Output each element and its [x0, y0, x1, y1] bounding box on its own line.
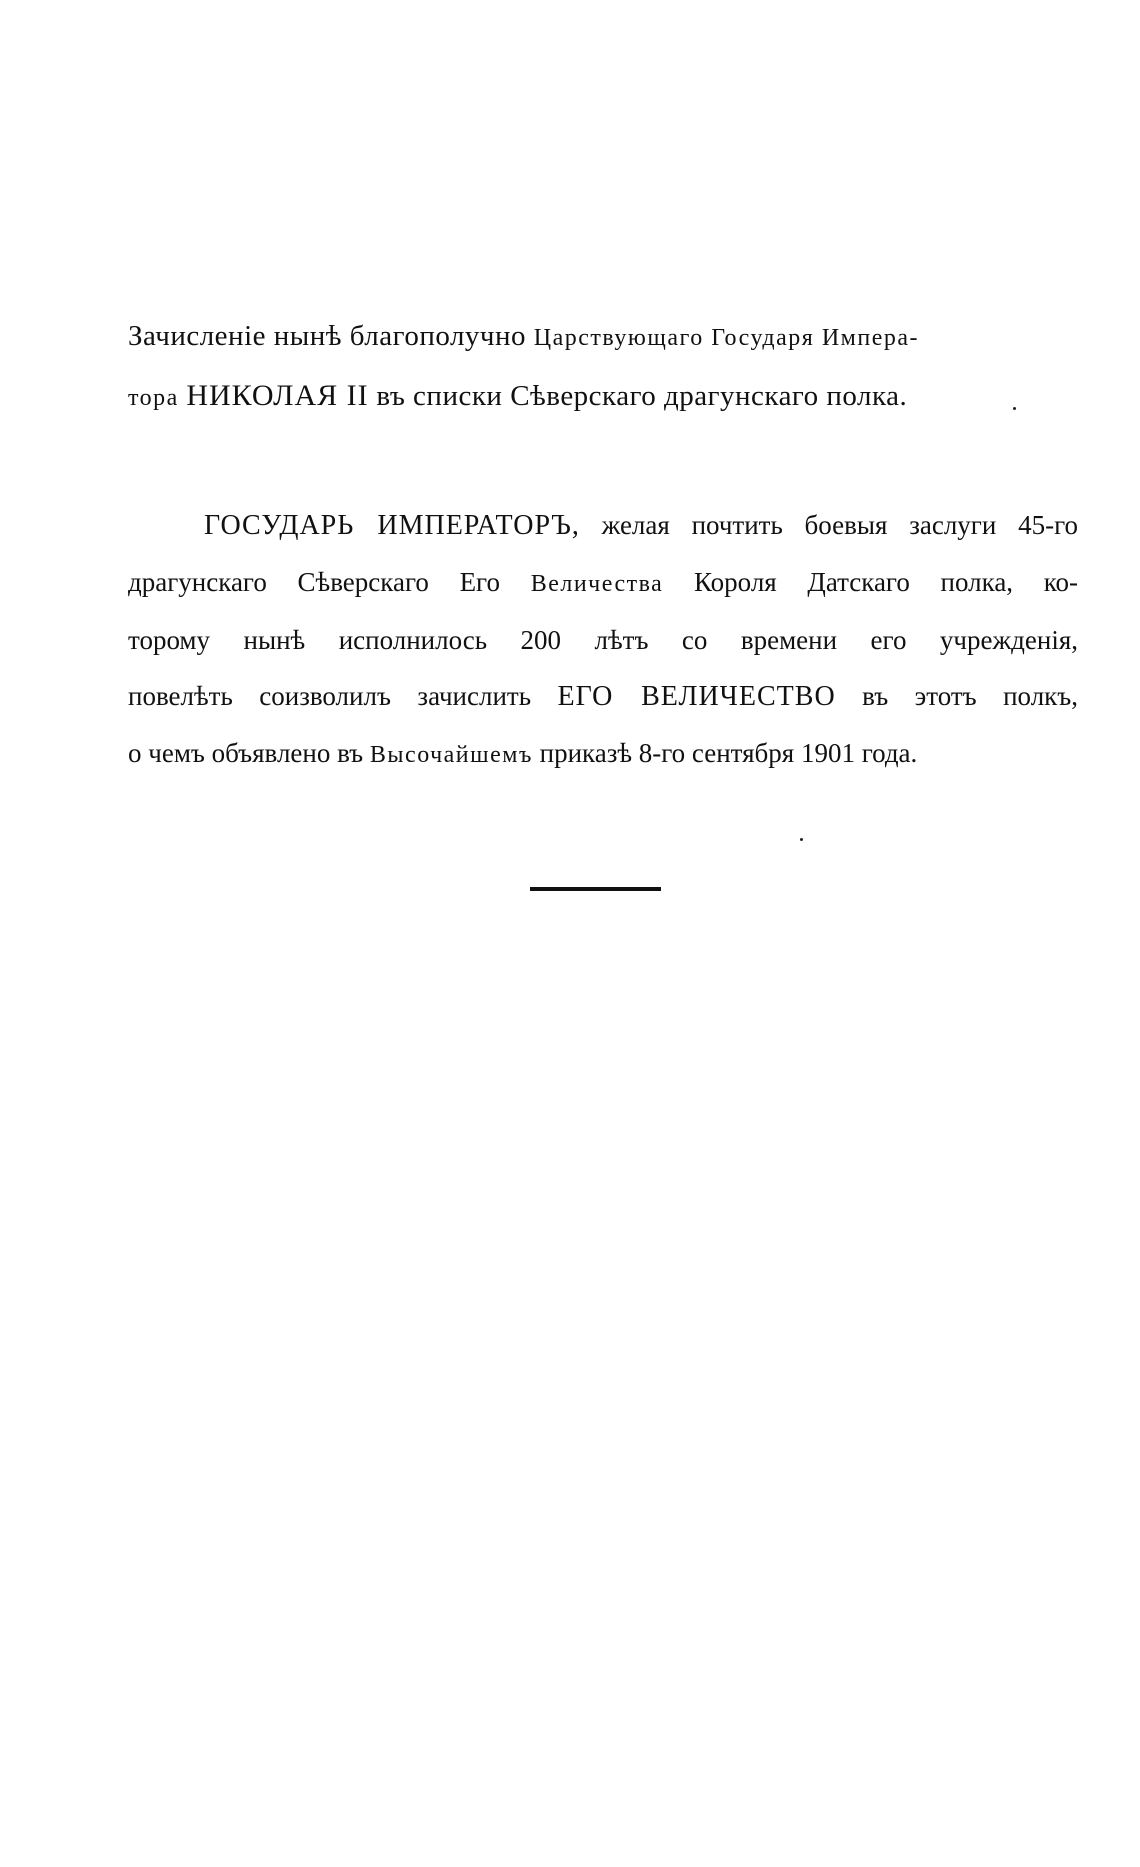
heading-line-1: [128, 308, 1078, 367]
paragraph-text: въ этотъ полкъ,: [835, 681, 1078, 711]
paragraph-line-2: [128, 554, 1078, 612]
heading-text: въ списки Сѣверскаго драгунскаго полка.: [368, 380, 908, 412]
closing-rule: [530, 887, 661, 891]
ink-speck: [800, 838, 803, 841]
heading-text: Зачисленіе нынѣ благополучно: [128, 320, 534, 352]
paragraph-text: желая почтить боевыя заслуги 45-го: [579, 510, 1079, 540]
paragraph-text: приказѣ 8-го сентября 1901 года.: [532, 738, 918, 768]
emperor-title: ГОСУДАРЬ ИМПЕРАТОРЪ,: [204, 510, 580, 541]
paragraph-line-3: [128, 612, 1078, 668]
ink-speck: [1013, 407, 1016, 410]
paragraph-text: о чемъ объявлено въ: [128, 738, 370, 768]
paragraph-text: драгунскаго Сѣверскаго Его: [128, 567, 531, 597]
his-majesty: ЕГО ВЕЛИЧЕСТВО: [557, 681, 836, 712]
paragraph-text: торому нынѣ исполнилось 200 лѣтъ со времени его учрежденія,: [128, 625, 1078, 655]
paragraph-small-caps: Величества: [530, 571, 664, 597]
heading-small-caps: тора: [128, 385, 187, 411]
decree-paragraph: [128, 497, 1078, 783]
paragraph-text: Короля Датскаго полка, ко-: [663, 567, 1079, 597]
paragraph-line-1: [128, 497, 1078, 554]
emperor-name: НИКОЛАЯ II: [186, 379, 369, 412]
paragraph-text: повелѣть соизволилъ зачислить: [128, 681, 558, 711]
paragraph-small-caps: Высочайшемъ: [369, 742, 533, 768]
heading-small-caps: Царствующаго Государя Импера-: [533, 325, 919, 351]
paragraph-line-4: [128, 668, 1078, 725]
heading: [128, 308, 1078, 427]
paragraph-line-5: [128, 725, 1078, 783]
heading-line-2: [128, 367, 1078, 427]
